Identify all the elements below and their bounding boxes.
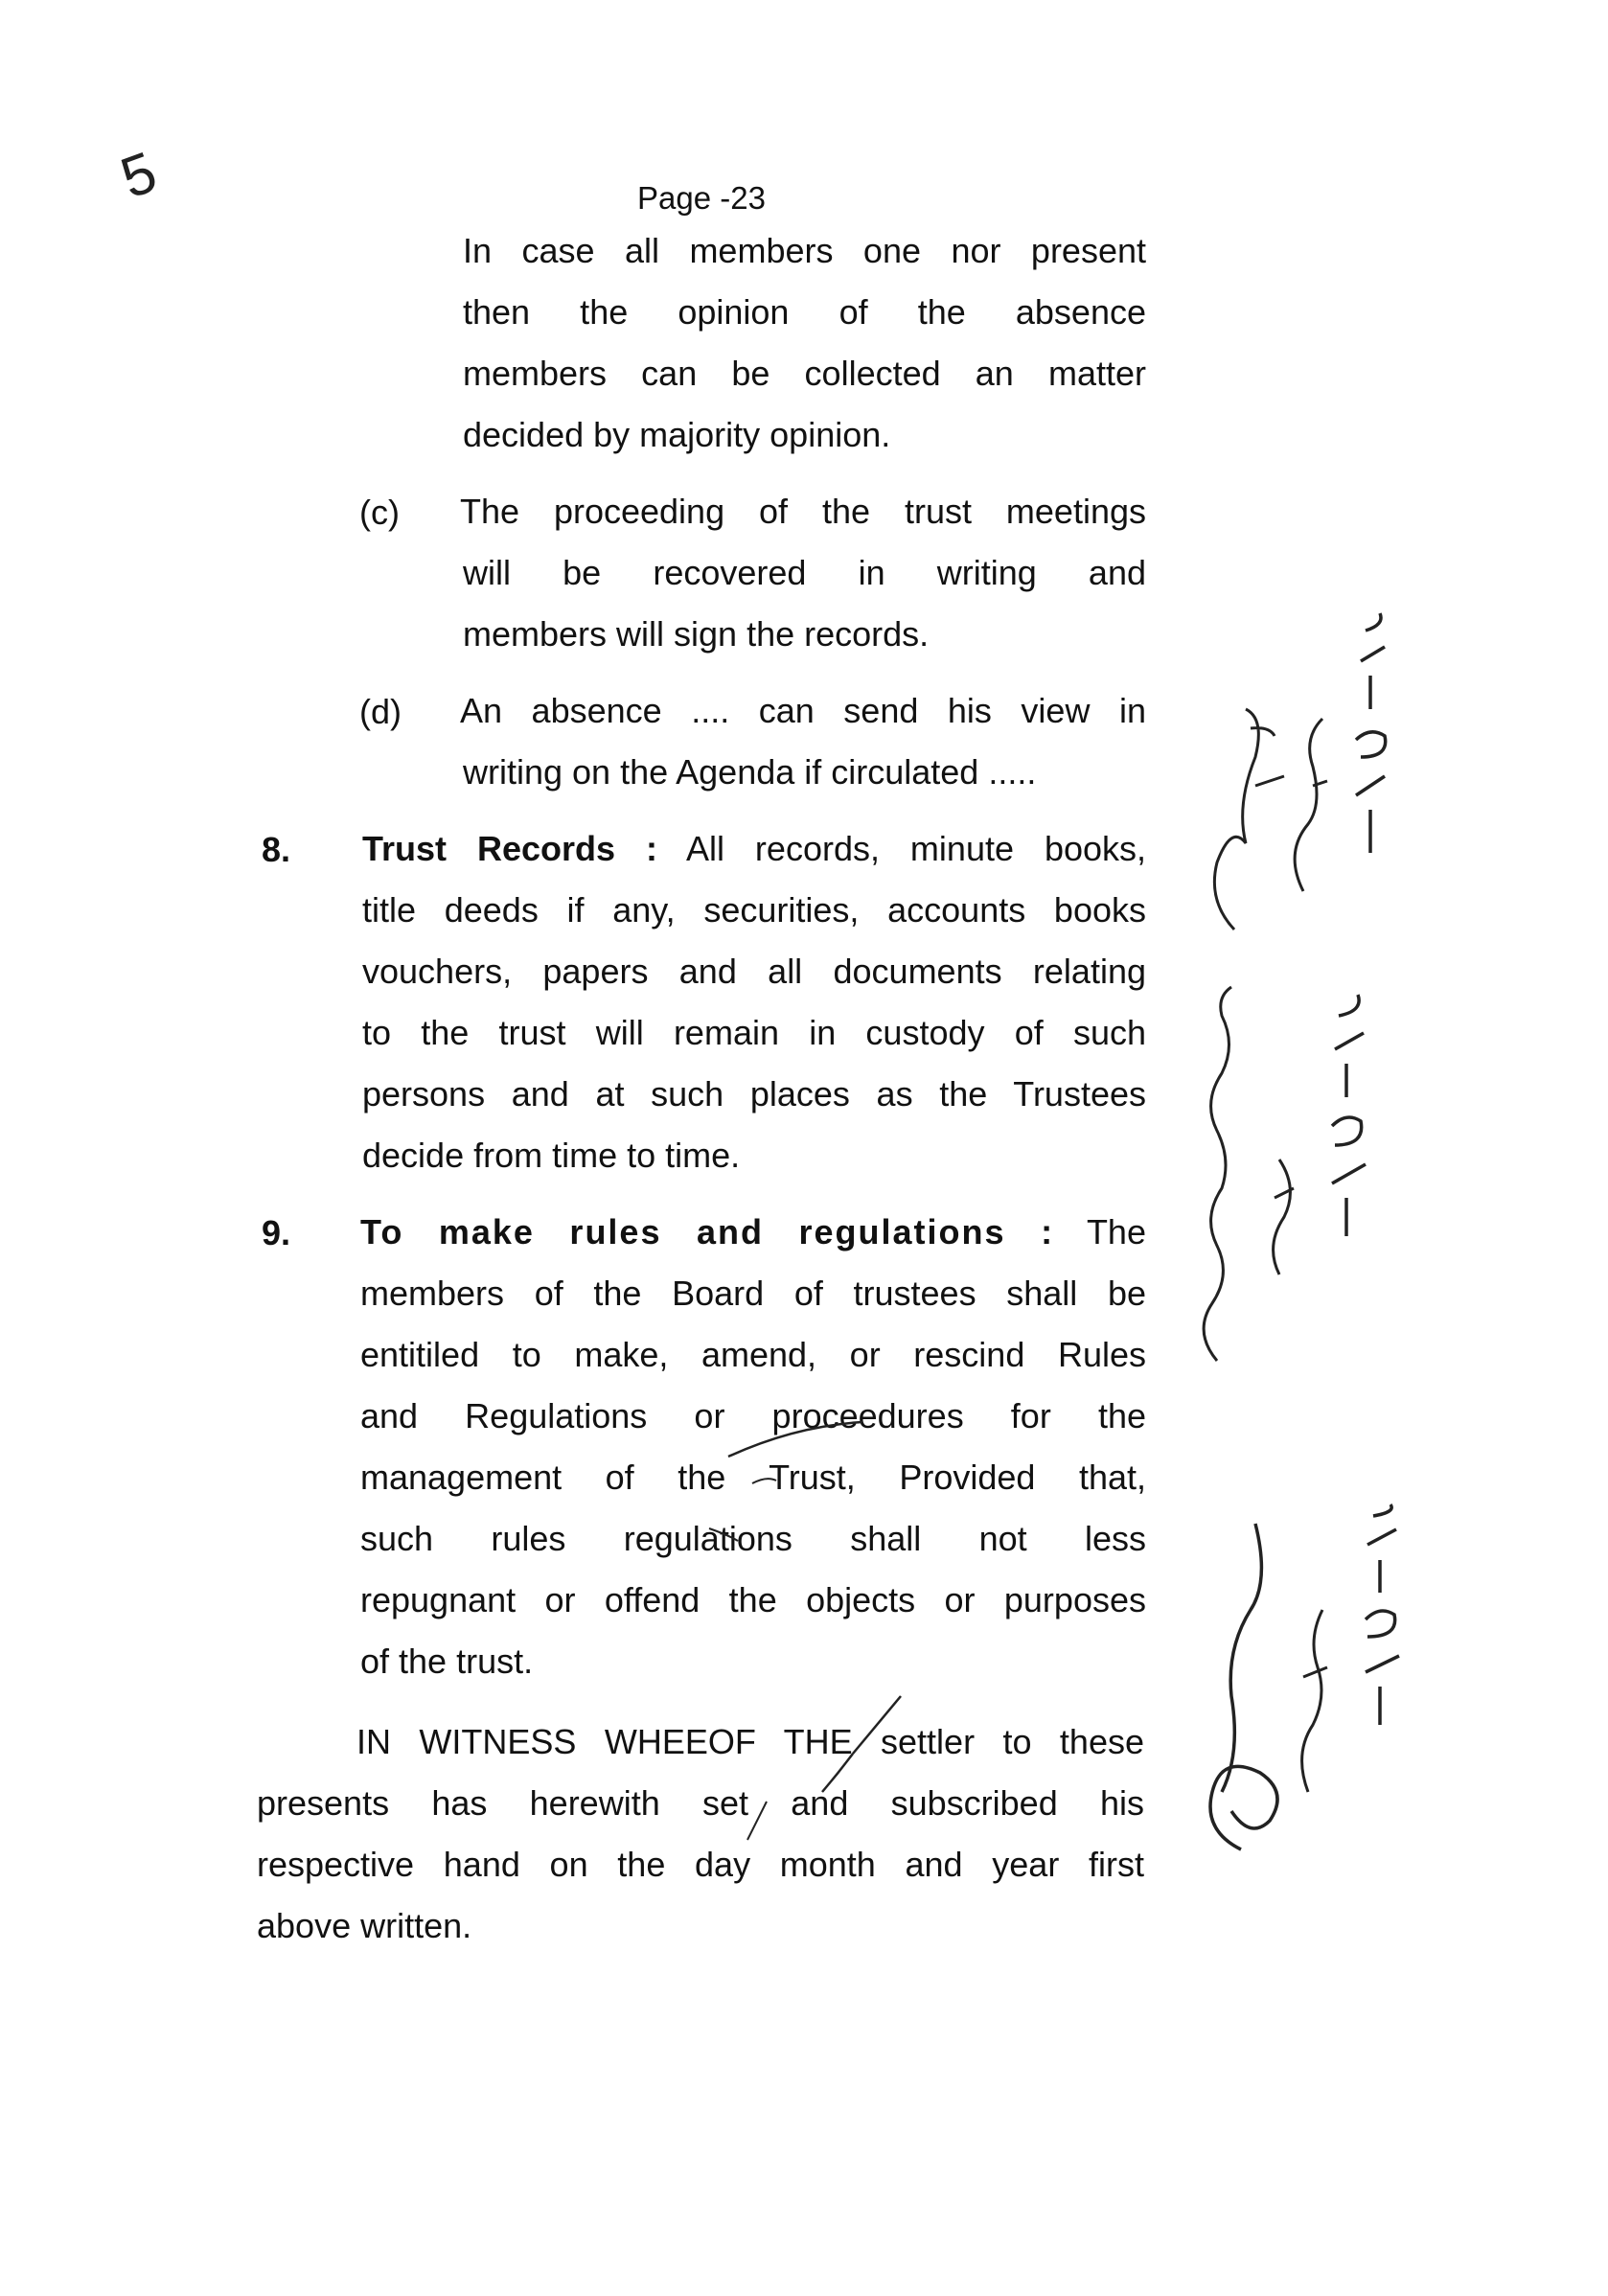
section-line: management of the Trust, Provided that, (360, 1458, 1146, 1497)
item-marker: (c) (359, 493, 400, 532)
witness-line: above written. (257, 1906, 472, 1945)
section-line: to the trust will remain in custody of such (362, 1013, 1146, 1052)
paragraph-line: then the opinion of the absence (463, 292, 1146, 332)
paragraph-line: members can be collected an matter (463, 354, 1146, 393)
signature-president (1174, 968, 1404, 1370)
witness-line: respective hand on the day month and year first (257, 1845, 1144, 1884)
item-line: An absence .... can send his view in (460, 691, 1146, 730)
item-line: writing on the Agenda if circulated ..... (463, 752, 1037, 792)
section-number: 8. (262, 830, 291, 869)
witness-line: IN WITNESS WHEEOF THE settler to these (356, 1722, 1144, 1761)
signature-secretary (1179, 613, 1457, 939)
item-marker: (d) (359, 692, 402, 731)
section-heading: Trust Records : (362, 829, 657, 868)
section-line: such rules regulations shall not less (360, 1519, 1146, 1558)
section-line: persons and at such places as the Trustees (362, 1074, 1146, 1114)
signature-treasurer (1183, 1504, 1442, 1859)
section-line: title deeds if any, securities, accounts books (362, 890, 1146, 930)
section-line: members of the Board of trustees shall be (360, 1274, 1146, 1313)
section-line: of the trust. (360, 1642, 534, 1681)
section-line: entitiled to make, amend, or rescind Rules (360, 1335, 1146, 1374)
paragraph-line: In case all members one nor present (463, 231, 1146, 270)
item-line: The proceeding of the trust meetings (460, 492, 1146, 531)
witness-line: presents has herewith set and subscribed his (257, 1783, 1144, 1823)
section-line: decide from time to time. (362, 1136, 741, 1175)
page-number: Page -23 (637, 180, 766, 216)
item-line: will be recovered in writing and (463, 553, 1146, 592)
section-number: 9. (262, 1213, 291, 1252)
section-text: The (1086, 1212, 1146, 1251)
margin-mark: 5 (112, 139, 165, 211)
section-line: repugnant or offend the objects or purposes (360, 1580, 1146, 1619)
paragraph-line: decided by majority opinion. (463, 415, 891, 454)
section-line: vouchers, papers and all documents relating (362, 952, 1146, 991)
section-line: and Regulations or proceedures for the (360, 1396, 1146, 1435)
section-text: All records, minute books, (685, 829, 1147, 868)
item-line: members will sign the records. (463, 614, 930, 654)
section-heading: To make rules and regulations : (360, 1212, 1055, 1251)
